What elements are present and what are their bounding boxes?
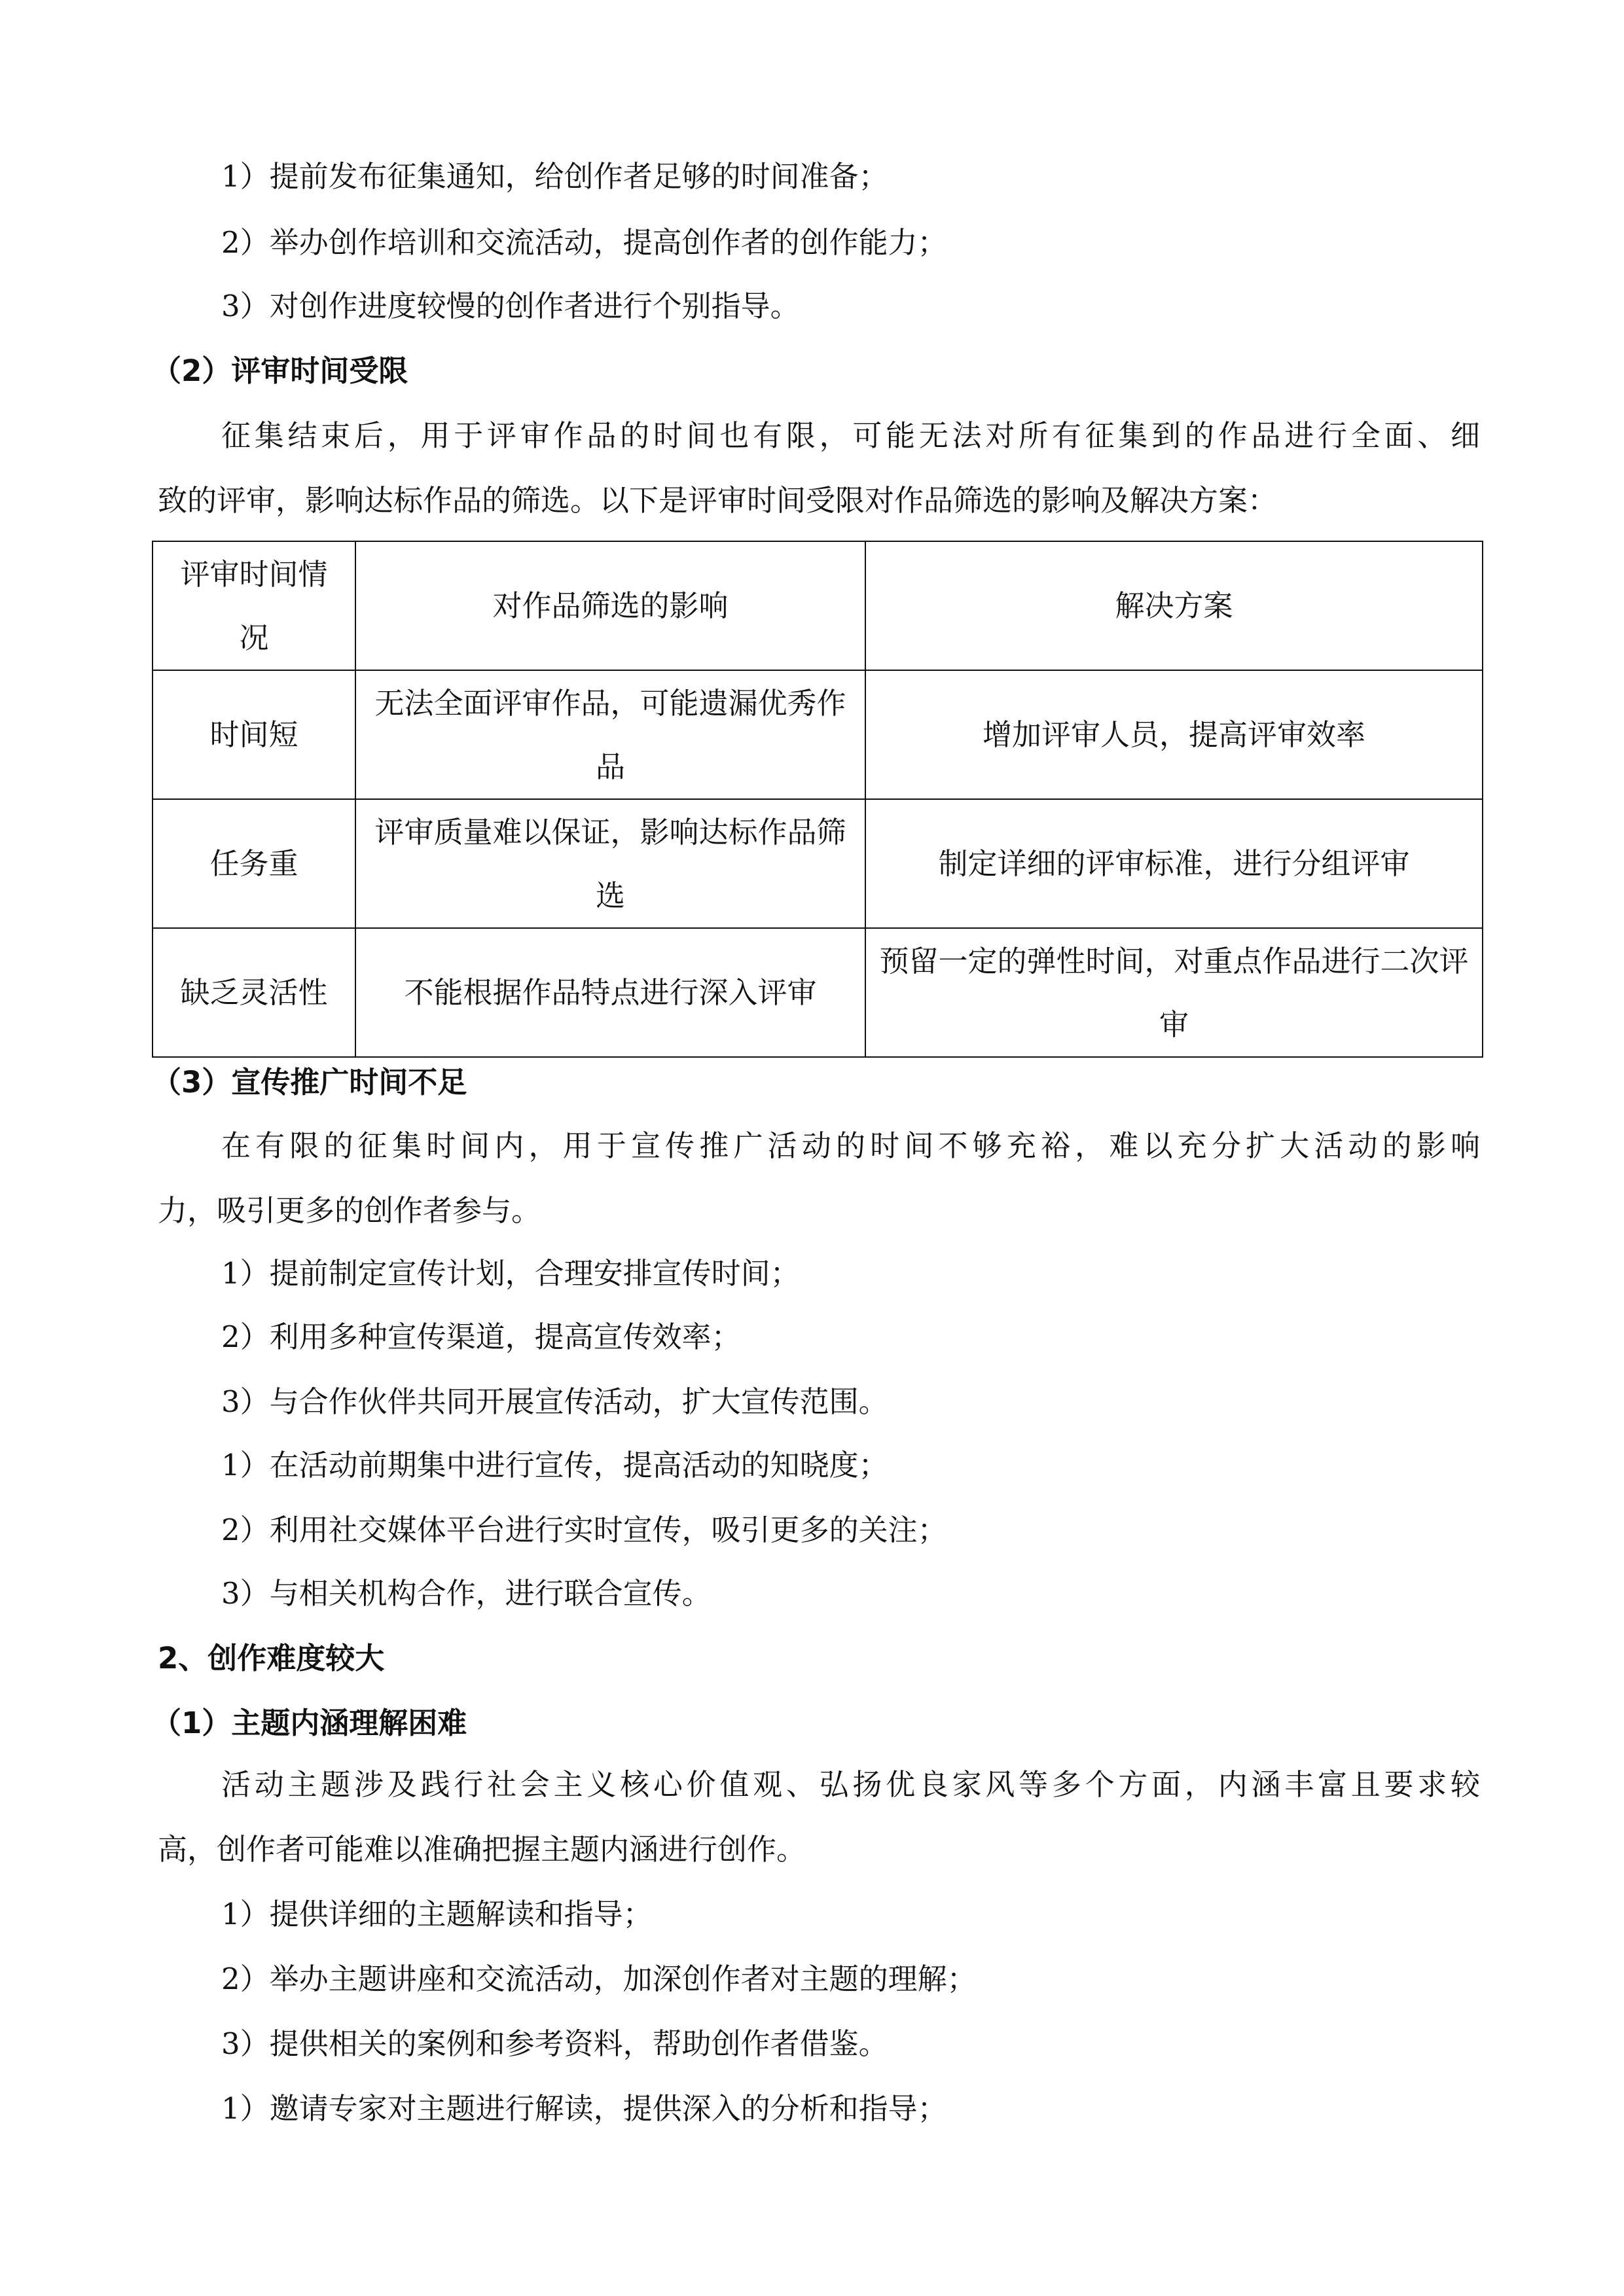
list-item: 1）提前制定宣传计划，合理安排宣传时间； <box>221 1256 800 1291</box>
list-item: 3）提供相关的案例和参考资料，帮助创作者借鉴。 <box>221 2026 888 2061</box>
table-cell: 任务重 <box>153 799 355 928</box>
section-heading: （3）宣传推广时间不足 <box>152 1065 467 1100</box>
list-item: 1）提前发布征集通知，给创作者足够的时间准备； <box>221 159 888 194</box>
table-cell: 不能根据作品特点进行深入评审 <box>355 928 865 1057</box>
table-cell: 时间短 <box>153 670 355 799</box>
table-header: 评审时间情况 <box>153 541 355 670</box>
list-item: 1）邀请专家对主题进行解读，提供深入的分析和指导； <box>221 2091 947 2126</box>
list-item: 1）在活动前期集中进行宣传，提高活动的知晓度； <box>221 1448 888 1482</box>
table-cell: 无法全面评审作品，可能遗漏优秀作品 <box>355 670 865 799</box>
table-header-row <box>153 541 1483 670</box>
table-header: 对作品筛选的影响 <box>355 541 865 670</box>
table-row <box>153 670 1483 799</box>
list-item: 3）对创作进度较慢的创作者进行个别指导。 <box>221 289 800 323</box>
table-cell: 评审质量难以保证，影响达标作品筛选 <box>355 799 865 928</box>
review-time-table <box>152 541 1483 1058</box>
list-item: 2）举办创作培训和交流活动，提高创作者的创作能力； <box>221 225 947 260</box>
table-cell: 制定详细的评审标准，进行分组评审 <box>865 799 1483 928</box>
section-heading: 2、创作难度较大 <box>158 1641 385 1676</box>
section-heading: （1）主题内涵理解困难 <box>152 1706 467 1740</box>
table-row <box>153 928 1483 1057</box>
paragraph-line: 高，创作者可能难以准确把握主题内涵进行创作。 <box>158 1832 806 1867</box>
list-item: 2）利用社交媒体平台进行实时宣传，吸引更多的关注； <box>221 1513 947 1547</box>
paragraph-line: 活动主题涉及践行社会主义核心价值观、弘扬优良家风等多个方面，内涵丰富且要求较 <box>221 1767 1480 1802</box>
list-item: 2）举办主题讲座和交流活动，加深创作者对主题的理解； <box>221 1962 977 1996</box>
list-item: 3）与相关机构合作，进行联合宣传。 <box>221 1576 712 1611</box>
paragraph-line: 在有限的征集时间内，用于宣传推广活动的时间不够充裕，难以充分扩大活动的影响 <box>221 1128 1480 1163</box>
list-item: 3）与合作伙伴共同开展宣传活动，扩大宣传范围。 <box>221 1384 888 1419</box>
table-cell: 增加评审人员，提高评审效率 <box>865 670 1483 799</box>
table-cell: 缺乏灵活性 <box>153 928 355 1057</box>
table-cell: 预留一定的弹性时间，对重点作品进行二次评审 <box>865 928 1483 1057</box>
list-item: 1）提供详细的主题解读和指导； <box>221 1897 653 1931</box>
paragraph-line: 力，吸引更多的创作者参与。 <box>158 1193 541 1228</box>
table-header: 解决方案 <box>865 541 1483 670</box>
section-heading: （2）评审时间受限 <box>152 353 408 388</box>
list-item: 2）利用多种宣传渠道，提高宣传效率； <box>221 1319 741 1354</box>
paragraph-line: 征集结束后，用于评审作品的时间也有限，可能无法对所有征集到的作品进行全面、细 <box>221 418 1480 453</box>
paragraph-line: 致的评审，影响达标作品的筛选。以下是评审时间受限对作品筛选的影响及解决方案： <box>158 483 1278 518</box>
table-row <box>153 799 1483 928</box>
